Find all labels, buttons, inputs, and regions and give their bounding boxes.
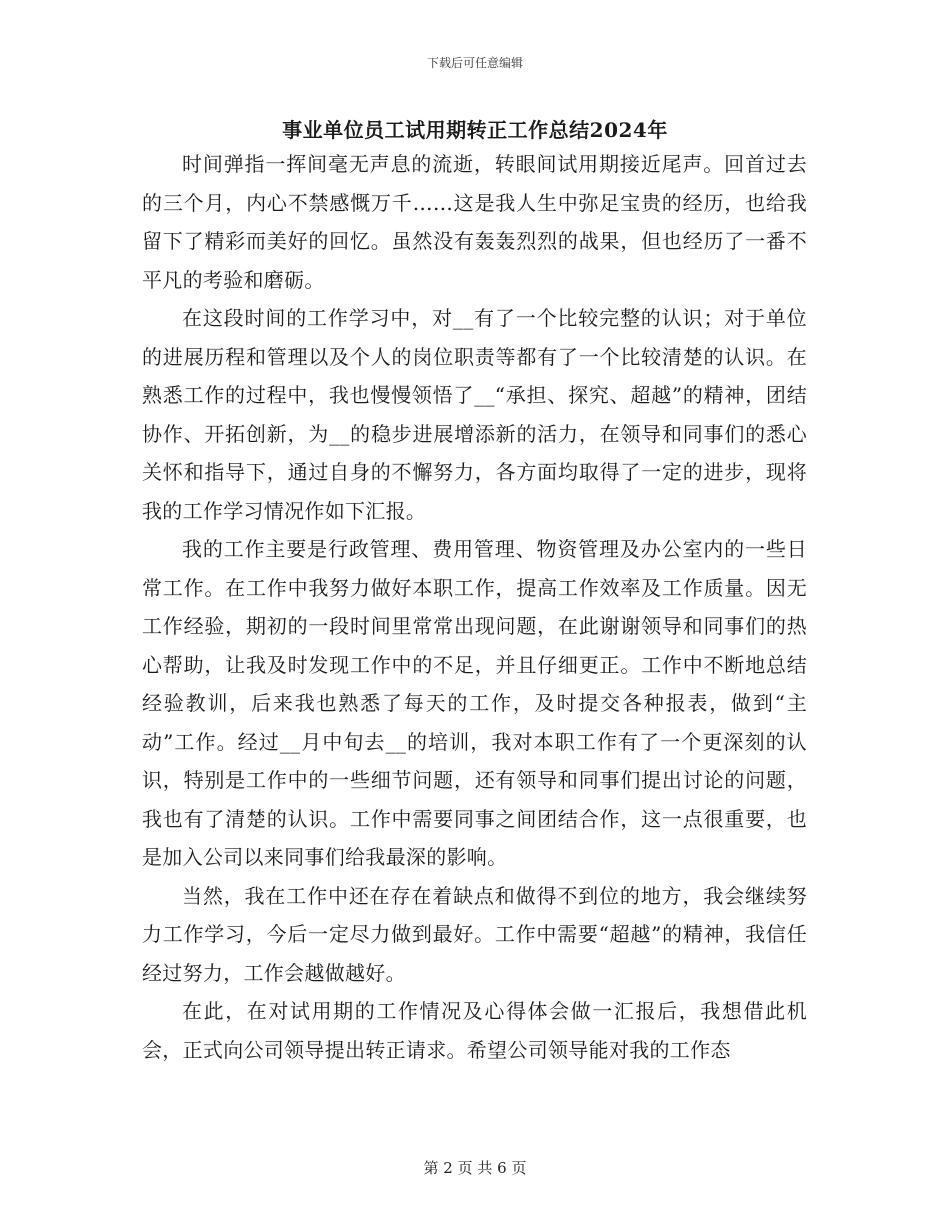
header-note: 下载后可任意编辑 — [426, 56, 523, 70]
paragraph-1: 时间弹指一挥间毫无声息的流逝，转眼间试用期接近尾声。回首过去的三个月，内心不禁感慨万千……这是我人生中弥足宝贵的经历，也给我留下了精彩而美好的回忆。虽然没有轰轰烈烈的战果，但也经历了一番不平凡的考验和磨砺。 — [142, 152, 807, 292]
paragraph-5: 在此，在对试用期的工作情况及心得体会做一汇报后，我想借此机会，正式向公司领导提出转正请求。希望公司领导能对我的工作态 — [142, 999, 807, 1062]
paragraph-4: 当然，我在工作中还在存在着缺点和做得不到位的地方，我会继续努力工作学习，今后一定尽力做到最好。工作中需要“超越”的精神，我信任经过努力，工作会越做越好。 — [142, 883, 807, 985]
page-indicator: 第 2 页 共 6 页 — [423, 1159, 527, 1177]
document-title: 事业单位员工试用期转正工作总结2024年 — [282, 118, 668, 142]
paragraph-3: 我的工作主要是行政管理、费用管理、物资管理及办公室内的一些日常工作。在工作中我努力做好本职工作，提高工作效率及工作质量。因无工作经验，期初的一段时间里常常出现问题，在此谢谢领导和同事们的热心帮助，让我及时发现工作中的不足，并且仔细更正。工作中不断地总结经验教训，后来我也熟悉了每天的工作，及时提交各种报表，做到“主动”工作。经过__月中旬去__的培训，我对本职工作有了一个更深刻的认识，特别是工作中的一些细节问题，还有领导和同事们提出讨论的问题，我也有了清楚的认识。工作中需要同事之间团结合作，这一点很重要，也是加入公司以来同事们给我最深的影响。 — [142, 537, 807, 869]
paragraph-2: 在这段时间的工作学习中，对__有了一个比较完整的认识；对于单位的进展历程和管理以及个人的岗位职责等都有了一个比较清楚的认识。在熟悉工作的过程中，我也慢慢领悟了__“承担、探究、超越”的精神，团结协作、开拓创新，为__的稳步进展增添新的活力，在领导和同事们的悉心关怀和指导下，通过自身的不懈努力，各方面均取得了一定的进步，现将我的工作学习情况作如下汇报。 — [142, 306, 807, 523]
document-body — [142, 145, 807, 1069]
